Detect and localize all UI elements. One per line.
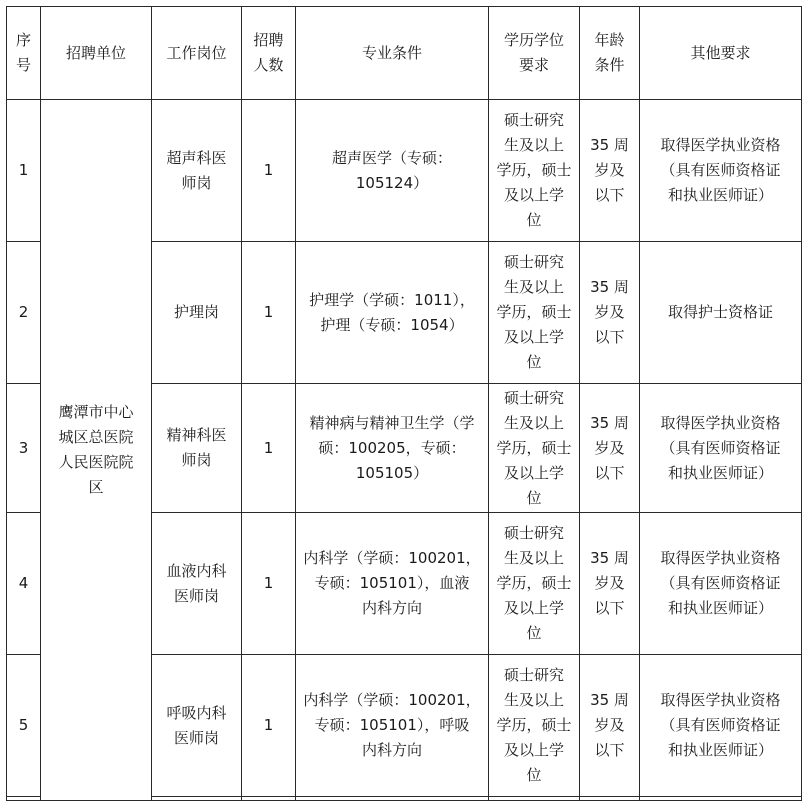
cell-age: 35 周 岁及 以下 xyxy=(580,655,640,797)
header-age: 年龄 条件 xyxy=(580,7,640,100)
cell-edu: 硕士研究 生及以上 学历，硕士 及以上学 位 xyxy=(489,242,580,384)
cell-major: 内科学（学硕：100201， 专硕：105101），呼吸 内科方向 xyxy=(296,655,489,797)
cell-post: 护理岗 xyxy=(152,242,242,384)
cell-other: 取得医学执业资格 （具有医师资格证 和执业医师证） xyxy=(640,513,802,655)
cell-edu xyxy=(489,797,580,801)
cell-unit: 鹰潭市中心 城区总医院 人民医院院 区 xyxy=(41,100,152,801)
cell-edu: 硕士研究 生及以上 学历，硕士 及以上学 位 xyxy=(489,100,580,242)
cell-edu: 硕士研究 生及以上 学历，硕士 及以上学 位 xyxy=(489,384,580,513)
header-count: 招聘 人数 xyxy=(242,7,296,100)
cell-other: 取得医学执业资格 （具有医师资格证 和执业医师证） xyxy=(640,655,802,797)
cell-other: 取得护士资格证 xyxy=(640,242,802,384)
cell-count: 1 xyxy=(242,384,296,513)
cell-age: 35 周 岁及 以下 xyxy=(580,513,640,655)
cell-other: 取得医学执业资格 （具有医师资格证 和执业医师证） xyxy=(640,100,802,242)
cell-major: 精神病与精神卫生学（学 硕：100205，专硕： 105105） xyxy=(296,384,489,513)
cell-post: 超声科医 师岗 xyxy=(152,100,242,242)
cell-age: 35 周 岁及 以下 xyxy=(580,242,640,384)
cell-seq: 3 xyxy=(7,384,41,513)
cell-post xyxy=(152,797,242,801)
cell-count: 1 xyxy=(242,513,296,655)
header-post: 工作岗位 xyxy=(152,7,242,100)
cell-post: 精神科医 师岗 xyxy=(152,384,242,513)
cell-count: 1 xyxy=(242,242,296,384)
cell-seq: 1 xyxy=(7,100,41,242)
cell-age: 35 周 岁及 以下 xyxy=(580,384,640,513)
cell-post: 血液内科 医师岗 xyxy=(152,513,242,655)
cell-other xyxy=(640,797,802,801)
cell-count: 1 xyxy=(242,100,296,242)
cell-major: 内科学（学硕：100201， 专硕：105101），血液 内科方向 xyxy=(296,513,489,655)
cell-other: 取得医学执业资格 （具有医师资格证 和执业医师证） xyxy=(640,384,802,513)
cell-major: 护理学（学硕：1011）， 护理（专硕：1054） xyxy=(296,242,489,384)
cell-edu: 硕士研究 生及以上 学历，硕士 及以上学 位 xyxy=(489,513,580,655)
table-row xyxy=(7,100,802,242)
cell-age xyxy=(580,797,640,801)
cell-count xyxy=(242,797,296,801)
cell-edu: 硕士研究 生及以上 学历，硕士 及以上学 位 xyxy=(489,655,580,797)
header-unit: 招聘单位 xyxy=(41,7,152,100)
header-other: 其他要求 xyxy=(640,7,802,100)
cell-seq: 2 xyxy=(7,242,41,384)
cell-age: 35 周 岁及 以下 xyxy=(580,100,640,242)
cell-seq xyxy=(7,797,41,801)
header-seq: 序 号 xyxy=(7,7,41,100)
cell-major xyxy=(296,797,489,801)
cell-major: 超声医学（专硕： 105124） xyxy=(296,100,489,242)
cell-seq: 4 xyxy=(7,513,41,655)
recruitment-table xyxy=(6,6,802,801)
cell-count: 1 xyxy=(242,655,296,797)
cell-seq: 5 xyxy=(7,655,41,797)
header-row xyxy=(7,7,802,100)
cell-post: 呼吸内科 医师岗 xyxy=(152,655,242,797)
header-major: 专业条件 xyxy=(296,7,489,100)
header-edu: 学历学位 要求 xyxy=(489,7,580,100)
